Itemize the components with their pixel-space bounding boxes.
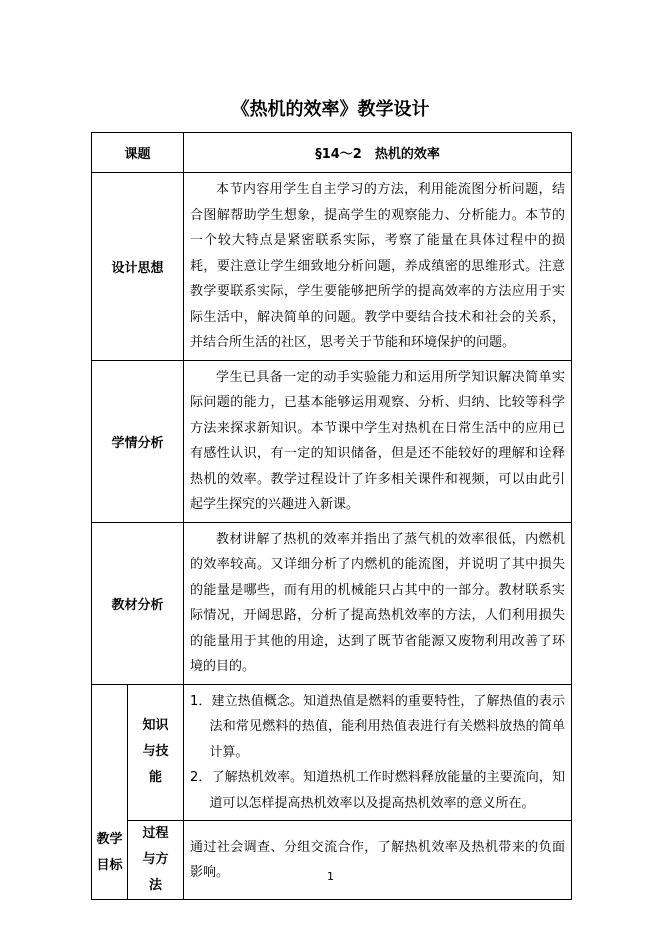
- knowledge-label: 知识与技能: [128, 684, 184, 821]
- topic-label: 课题: [92, 133, 184, 173]
- row-label: 学情分析: [92, 360, 184, 522]
- row-label: 教材分析: [92, 522, 184, 684]
- process-text: 通过社会调查、分组交流合作，了解热机效率及热机带来的负面影响。: [184, 821, 572, 900]
- row-label: 设计思想: [92, 173, 184, 361]
- goal-item: 1．建立热值概念。知道热值是燃料的重要特性，了解热值的表示法和常见燃料的热值，能利用热值表进行有关燃料放热的简单计算。: [190, 693, 565, 760]
- process-label: 过程与方法: [128, 821, 184, 900]
- row-text: 教材讲解了热机的效率并指出了蒸气机的效率很低，内燃机的效率较高。又详细分析了内燃机的能流图，并说明了其中损失的能量是哪些，而有用的机械能只占其中的一部分。教材联系实际情况，开阔思路，分析了提高热机效率的方法，人们利用损失的能量用于其他的用途，达到了既节省能源又废物利用改善了环境的目的。: [190, 531, 565, 674]
- goal-item: 2．了解热机效率。知道热机工作时燃料释放能量的主要流向，知道可以怎样提高热机效率以及提高热机效率的意义所在。: [190, 770, 565, 811]
- table-row: [92, 522, 572, 684]
- goals-label: 教学目标: [92, 684, 128, 900]
- lesson-plan-table: [91, 132, 572, 900]
- row-text: 本节内容用学生自主学习的方法，利用能流图分析问题，结合图解帮助学生想象，提高学生的观察能力、分析能力。本节的一个较大特点是紧密联系实际，考察了能量在具体过程中的损耗，要注意让学生细致地分析问题，养成缜密的思维形式。注意教学要联系实际，学生要能够把所学的提高效率的方法应用于实际生活中，解决简单的问题。教学中要结合技术和社会的关系，并结合所生活的社区，思考关于节能和环境保护的问题。: [190, 182, 565, 350]
- page-number: 1: [327, 870, 334, 883]
- topic-value: §14～2 热机的效率: [184, 133, 572, 173]
- table-row: [92, 173, 572, 361]
- row-text: 学生已具备一定的动手实验能力和运用所学知识解决简单实际问题的能力，已基本能够运用观察、分析、归纳、比较等科学方法来探求新知识。本节课中学生对热机在日常生活中的应用已有感性认识，有一定的知识储备，但是还不能较好的理解和诠释热机的效率。教学过程设计了许多相关课件和视频，可以由此引起学生探究的兴趣进入新课。: [190, 369, 565, 512]
- table-row-topic: [92, 133, 572, 173]
- table-row: [92, 360, 572, 522]
- table-row-goals-knowledge: [92, 684, 572, 821]
- table-row-goals-process: [92, 821, 572, 900]
- document-title: 《热机的效率》教学设计: [231, 99, 430, 120]
